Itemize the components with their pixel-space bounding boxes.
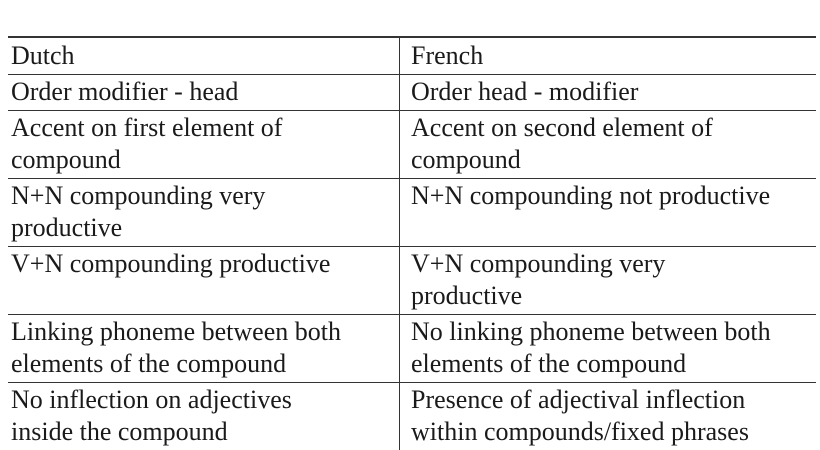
dutch-cell [8, 247, 400, 314]
french-cell [400, 75, 816, 110]
cell-line: Order modifier - head [11, 77, 239, 106]
cell-line: productive [11, 213, 123, 242]
cell-line: Accent on second element of [411, 113, 713, 142]
cell-line: N+N compounding very [11, 181, 266, 210]
dutch-cell [8, 75, 400, 110]
french-cell [400, 383, 816, 450]
table-row [8, 179, 816, 247]
header-row [8, 38, 816, 75]
cell-line: elements of the compound [11, 349, 287, 378]
table-row [8, 75, 816, 111]
comparison-table [8, 36, 816, 450]
cell-line: compound [411, 145, 521, 174]
cell-line: Linking phoneme between both [11, 317, 341, 346]
dutch-cell [8, 111, 400, 178]
table-row [8, 383, 816, 450]
cell-line: V+N compounding productive [11, 249, 331, 278]
cell-line: N+N compounding not productive [411, 181, 771, 210]
table-row [8, 315, 816, 383]
cell-line: No linking phoneme between both [411, 317, 771, 346]
dutch-cell [8, 179, 400, 246]
cell-line: productive [411, 281, 523, 310]
cell-line: Accent on first element of [11, 113, 283, 142]
dutch-cell [8, 383, 400, 450]
french-cell [400, 315, 816, 382]
cell-line: No inflection on adjectives [11, 385, 292, 414]
dutch-cell [8, 315, 400, 382]
cell-line: within compounds/fixed phrases [411, 417, 749, 446]
header-dutch: Dutch [8, 38, 400, 74]
header-french: French [411, 41, 484, 70]
cell-line: elements of the compound [411, 349, 687, 378]
french-cell [400, 111, 816, 178]
cell-line: Order head - modifier [411, 77, 639, 106]
french-cell [400, 247, 816, 314]
table-row [8, 111, 816, 179]
cell-line: inside the compound [11, 417, 228, 446]
cell-line: Presence of adjectival inflection [411, 385, 746, 414]
table-row [8, 247, 816, 315]
french-cell [400, 179, 816, 246]
cell-line: V+N compounding very [411, 249, 666, 278]
cell-line: compound [11, 145, 121, 174]
